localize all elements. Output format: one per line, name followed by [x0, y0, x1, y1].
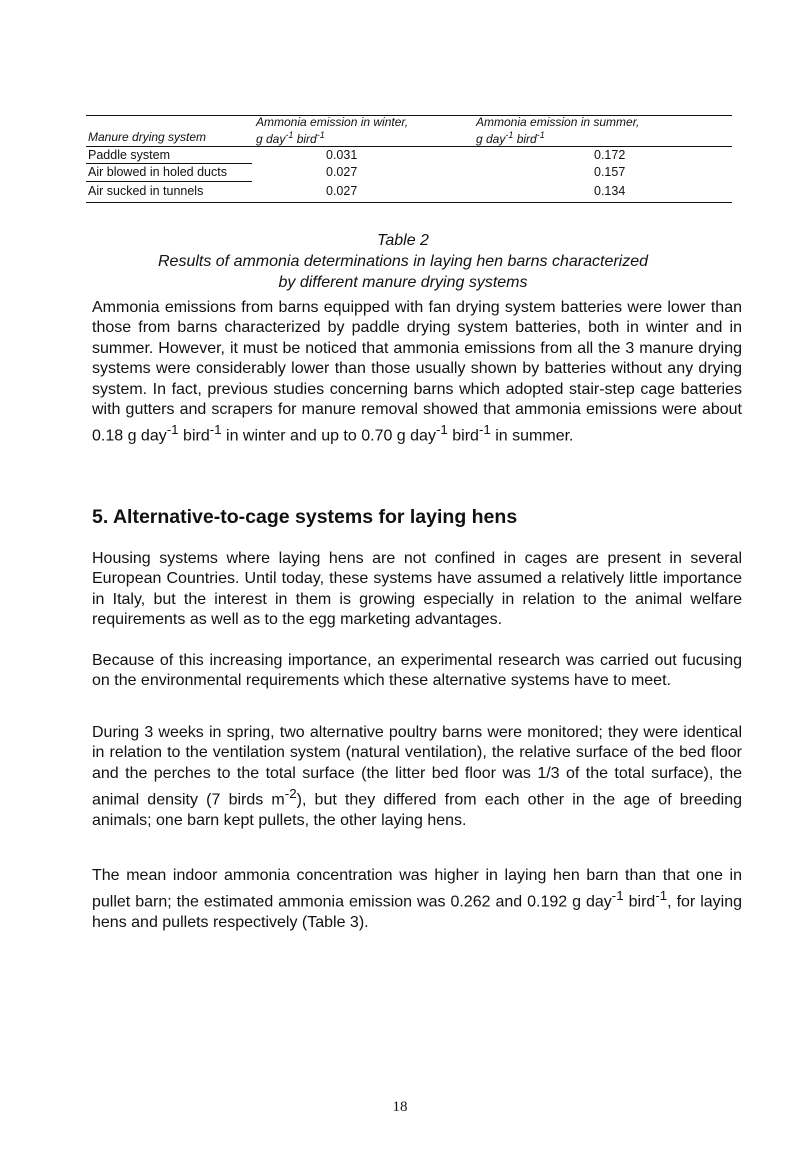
header-summer-unit: g day$^{-1}$ bird$^{-1}$ [476, 130, 545, 146]
page-number: 18 [392, 1099, 408, 1115]
caption-label: Table 2 [377, 232, 429, 249]
header-winter [256, 116, 408, 146]
header-winter-unit: g day$^{-1}$ bird$^{-1}$ [256, 130, 325, 146]
header-winter-line1: Ammonia emission in winter, [256, 115, 409, 129]
header-system: Manure drying system [88, 130, 207, 144]
paragraph-housing-systems: Housing systems where laying hens are not confined in cages are present in several European Countries. Until today, these systems have assumed a relatively little importance in Italy, but the interest in them is growing especially in relation to the animal welfare requirements as well as to the egg marketing advantages. [92, 550, 742, 629]
table-row-1-system: Paddle system [88, 148, 170, 162]
table-row-1-winter: 0.031 [326, 148, 358, 162]
table-row-1-summer: 0.172 [594, 148, 626, 162]
header-summer [476, 116, 639, 146]
table-caption [90, 230, 716, 293]
table-row-3-system: Air sucked in tunnels [88, 184, 204, 198]
table-row-2-winter: 0.027 [326, 165, 358, 179]
table-header-rule [86, 146, 732, 147]
table-bottom-rule [86, 202, 732, 203]
table-row-rule [86, 181, 252, 182]
paragraph-monitoring: During 3 weeks in spring, two alternative poultry barns were monitored; they were identical in relation to the ventilation system (natural ventilation), the relative surface of the bed floor and the perches to the total surface (the litter bed floor was 1/3 of the total surface), the animal density (7 birds $m^{-2}$), but they differed from each other in the age of breeding animals; one barn kept pullets, the other laying hens. [92, 724, 743, 829]
table-row-rule [86, 163, 252, 164]
table-row-2-summer: 0.157 [594, 165, 626, 179]
paragraph-ammonia-emissions: Ammonia emissions from barns equipped with fan drying system batteries were lower than those from barns characterized by paddle drying system batteries, both in winter and in summer. However, it must be noticed that ammonia emissions from all the 3 manure drying systems were considerably lower than those usually shown by batteries without any drying system. In fact, previous studies concerning barns which adopted stair-step cage batteries with gutters and scrapers for manure removal showed that ammonia emissions were about 0.18 g day$^{-1}$ bird$^{-1}$ in winter and up to 0.70 g day$^{-1}$ bird$^{-1}$ in summer. [92, 299, 742, 445]
header-summer-line1: Ammonia emission in summer, [476, 115, 640, 129]
caption-line-1: Results of ammonia determinations in laying hen barns characterized [157, 253, 649, 270]
caption-line-2: by different manure drying systems [278, 274, 528, 291]
table-row-2-system: Air blowed in holed ducts [88, 165, 227, 179]
paragraph-mean-concentration: The mean indoor ammonia concentration was higher in laying hen barn than that one in pullet barn; the estimated ammonia emission was 0.262 and 0.192 g day$^{-1}$ bird$^{-1}$, for laying hens and pullets respectively (Table 3). [92, 867, 743, 932]
section-heading: 5. Alternative-to-cage systems for laying hens [92, 506, 518, 528]
table-row-3-summer: 0.134 [594, 184, 626, 198]
table-row-3-winter: 0.027 [326, 184, 358, 198]
paragraph-increasing-importance: Because of this increasing importance, an experimental research was carried out fucusing on the environmental requirements which these alternative systems have to meet. [92, 652, 742, 690]
